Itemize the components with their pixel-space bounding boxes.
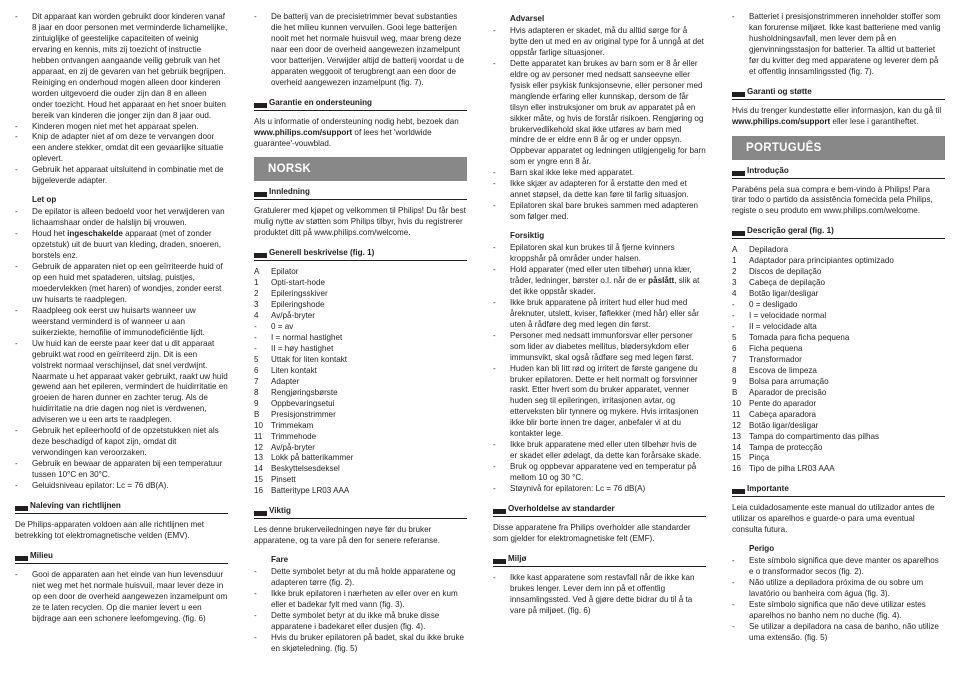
part-key: 10 — [732, 398, 742, 408]
part-key: 1 — [732, 256, 737, 266]
part-item — [732, 333, 945, 344]
part-key: 8 — [254, 387, 259, 397]
part-key: B — [254, 409, 260, 419]
column-3 — [493, 12, 706, 617]
part-key: 16 — [254, 486, 264, 496]
list-item: - Gebruik het epileerhoofd of de opzetstukken niet als deze beschadigd of kapot zijn, omdat dit verwondingen kan veroorzaken. — [15, 426, 228, 459]
list-item: - Epilatoren skal kun brukes til å fjerne kvinners kroppshår på områder under halsen. — [493, 243, 706, 265]
list-item: - Huden kan bli litt rød og irritert de første gangene du bruker epilatoren. Dette er helt normalt og forsvinner raskt. Etter hvert som du bruker apparatet, venner huden seg til epileringen, irritasjonen avtar, og etterveksten blir tynnere og mykere. Hvis irritasjonen ikke blir borte innen tre dager, anbefaler vi at du kontakter lege. — [493, 364, 706, 441]
parts-list — [254, 267, 467, 497]
part-label: Depiladora — [749, 245, 789, 255]
perigo-heading: Perigo — [749, 544, 775, 554]
part-label: Botão ligar/desligar — [749, 289, 819, 299]
part-label: Tomada para ficha pequena — [749, 332, 850, 342]
list-item: - Personer med nedsatt immunforsvar eller personer som lider av diabetes mellitus, blødersykdom eller immunsvikt, skal også rådføre seg med legen først. — [493, 331, 706, 364]
naleving-text: De Philips-apparaten voldoen aan alle richtlijnen met betrekking tot elektromagnetische velden (EMV). — [15, 519, 204, 540]
part-label: Rengjøringsbørste — [271, 387, 338, 397]
beskrivelse-heading: Generell beskrivelse (fig. 1) — [254, 248, 467, 259]
part-item — [254, 464, 467, 475]
part-label: Opti-start-hode — [271, 278, 325, 288]
part-item — [254, 300, 467, 311]
column-2 — [254, 12, 467, 655]
part-item — [254, 289, 467, 300]
garanti-text: Hvis du trenger kundestøtte eller informasjon, kan du gå til www.philips.com/support eller lese i garantiheftet. — [732, 105, 942, 126]
part-item — [732, 289, 945, 300]
part-key: 11 — [732, 409, 741, 419]
part-item — [732, 322, 945, 333]
part-label: Liten kontakt — [271, 365, 317, 375]
part-label: Aparador de precisão — [749, 387, 827, 397]
list-item: - Dit apparaat kan worden gebruikt door kinderen vanaf 8 jaar en door personen met verminderde lichamelijke, zintuiglijke of geestelijke capaciteiten of weinig ervaring en kennis, mits zij toezicht of instructie hebben ontvangen aangaande veilig gebruik van het apparaat, en zij de gevaren van het gebruik begrijpen. Reiniging en onderhoud mogen alleen door kinderen worden uitgevoerd die ouder zijn dan 8 en alleen onder toezicht. Houd het apparaat en het snoer buiten bereik van kinderen die jonger zijn dan 8 jaar oud. — [15, 12, 228, 122]
part-item — [254, 486, 467, 497]
part-key: 12 — [254, 442, 264, 452]
overhold-heading: Overholdelse av standarder — [493, 504, 706, 515]
list-item: - Raadpleeg ook eerst uw huisarts wanneer uw weerstand verminderd is of wanneer u aan suikerziekte, hemofilie of immunodeficiëntie lijdt. — [15, 306, 228, 339]
parts-list — [732, 245, 945, 475]
part-label: Pinça — [749, 453, 770, 463]
part-item — [732, 377, 945, 388]
part-item — [254, 453, 467, 464]
list-item: - Batteriet i presisjonstrimmeren inneholder stoffer som kan forurense miljøet. Ikke kast batteriene med vanlig husholdningsavfall, men lever dem på en gjenvinningsstasjon for batterier. Ta alltid ut batteriet før du kvitter deg med apparatene og leverer dem på et offentlig innsamlingssted (fig. 7). — [732, 12, 945, 78]
part-item — [254, 278, 467, 289]
part-item — [732, 432, 945, 443]
part-key: 3 — [254, 300, 259, 310]
part-item — [732, 464, 945, 475]
garanti-heading: Garanti og støtte — [732, 87, 945, 98]
part-key: 2 — [732, 267, 737, 277]
list-item: - Gooi de apparaten aan het einde van hun levensduur niet weg met het normale huisvuil, maar lever deze in op een door de overheid aangewezen inzamelpunt om ze te laten recyclen. Op die manier levert u een bijdrage aan een schonere leefomgeving. (fig. 6) — [15, 570, 228, 625]
part-key: A — [254, 267, 260, 277]
part-item — [732, 453, 945, 464]
support-link[interactable]: www.philips.com/support — [254, 127, 353, 137]
intro-text: Parabéns pela sua compra e bem-vindo à Philips! Para tirar todo o partido da assistência fornecida pela Philips, registe o seu produto em www.philips.com/welcome. — [732, 184, 933, 216]
list-item: - Gebruik de apparaten niet op een geïrriteerde huid of op een huid met spataderen, uitslag, puistjes, moedervlekken (met haren) of wondjes, zonder eerst uw huisarts te raadplegen. — [15, 262, 228, 306]
list-item: - Ikke bruk apparatene med eller uten tilbehør hvis de er skadet eller ødelagt, da dette kan forårsake skade. — [493, 440, 706, 462]
part-label: Escova de limpeza — [749, 365, 817, 375]
part-item — [254, 421, 467, 432]
part-key: 9 — [254, 398, 259, 408]
part-key: - — [254, 332, 257, 342]
list-item: - Ikke skjær av adapteren for å erstatte den med et annet støpsel, da dette kan føre til farlig situasjon. — [493, 179, 706, 201]
part-key: B — [732, 387, 738, 397]
part-label: Adapter — [271, 376, 300, 386]
part-key: 13 — [732, 431, 742, 441]
part-key: 12 — [732, 420, 742, 430]
list-item: - Dette symbolet betyr at du ikke må bruke disse apparatene i badekaret eller dusjen (fig. 4). — [254, 611, 467, 633]
list-item: - Dette symbolet betyr at du må holde apparatene og adapteren tørre (fig. 2). — [254, 567, 467, 589]
part-item — [254, 388, 467, 399]
let-op-heading: Let op — [32, 195, 57, 205]
part-label: Botão ligar/desligar — [749, 420, 819, 430]
part-label: Tipo de pilha LR03 AAA — [749, 464, 835, 474]
part-item — [732, 311, 945, 322]
list-item: - Knip de adapter niet af om deze te vervangen door een andere stekker, omdat dit een gevaarlijke situatie oplevert. — [15, 132, 228, 165]
part-key: 13 — [254, 453, 264, 463]
part-label: Batteritype LR03 AAA — [271, 486, 350, 496]
part-item — [254, 355, 467, 366]
part-label: 0 = av — [271, 322, 294, 332]
part-key: 11 — [254, 431, 263, 441]
importante-text: Leia cuidadosamente este manual do utilizador antes de utilizar os aparelhos e guarde-o para uma eventual consulta futura. — [732, 503, 935, 535]
part-label: 0 = desligado — [749, 300, 798, 310]
list-item: - Hvis du bruker epilatoren på badet, skal du ikke bruke en skjøteledning. (fig. 5) — [254, 633, 467, 655]
innledning-text: Gratulerer med kjøpet og velkommen til Philips! Du får best mulig nytte av støtten som Philips tilbyr, hvis du registrerer produktet ditt på www.philips.com/welcome. — [254, 206, 466, 238]
part-key: 14 — [254, 464, 264, 474]
forsiktig-heading: Forsiktig — [510, 231, 545, 241]
part-key: 8 — [732, 365, 737, 375]
viktig-text: Les denne brukerveiledningen nøye før du bruker apparatene, og ta vare på den for senere referanse. — [254, 525, 440, 546]
column-1 — [15, 12, 228, 625]
part-key: 1 — [254, 278, 259, 288]
part-item — [732, 388, 945, 399]
fare-heading: Fare — [271, 555, 289, 565]
list-item: - Bruk og oppbevar apparatene ved en temperatur på mellom 10 og 30 °C. — [493, 462, 706, 484]
part-label: Epileringshode — [271, 300, 325, 310]
list-item: - Gebruik en bewaar de apparaten bij een temperatuur tussen 10°C en 30°C. — [15, 459, 228, 481]
part-label: Ficha pequena — [749, 343, 803, 353]
part-item — [732, 366, 945, 377]
part-key: 15 — [732, 453, 742, 463]
part-label: I = velocidade normal — [749, 311, 827, 321]
part-item — [254, 333, 467, 344]
bullets-a — [15, 12, 228, 187]
part-item — [254, 267, 467, 278]
part-key: - — [254, 322, 257, 332]
part-label: Epilator — [271, 267, 299, 277]
part-key: - — [732, 322, 735, 332]
list-item: - Hold apparater (med eller uten tilbehør) unna klær, tråder, ledninger, børster o.l. når de er påslått, slik at det ikke oppstår skader. — [493, 265, 706, 298]
part-label: Cabeça aparadora — [749, 409, 817, 419]
part-key: 16 — [732, 464, 742, 474]
part-key: 5 — [732, 332, 737, 342]
innledning-heading: Innledning — [254, 187, 467, 198]
part-key: - — [732, 300, 735, 310]
list-item: - Geluidsniveau epilator: Lc = 76 dB(A). — [15, 481, 228, 492]
part-label: Av/på-bryter — [271, 442, 315, 452]
part-label: Transformador — [749, 354, 802, 364]
part-item — [732, 256, 945, 267]
overhold-text: Disse apparatene fra Philips overholder alle standarder som gjelder for elektromagnetiske felt (EMF). — [493, 522, 691, 543]
part-item — [254, 322, 467, 333]
list-item: - Ikke bruk apparatene på irritert hud eller hud med åreknuter, utslett, kviser, føflekker (med hår) eller sår uten å rådføre deg med legen din først. — [493, 298, 706, 331]
part-key: 15 — [254, 475, 264, 485]
part-key: 5 — [254, 354, 259, 364]
garantie-text: Als u informatie of ondersteuning nodig hebt, bezoek dan www.philips.com/support of lees het 'worldwide guarantee'-vouwblad. — [254, 116, 459, 148]
part-item — [254, 410, 467, 421]
part-key: 14 — [732, 442, 742, 452]
list-item: - Hvis adapteren er skadet, må du alltid sørge for å bytte den ut med en av original type for å unngå at det oppstår farlige situasjoner. — [493, 26, 706, 59]
list-item: - De batterij van de precisietrimmer bevat substanties die het milieu kunnen vervuilen. Gooi lege batterijen nooit met het normale huisvuil weg, maar breng deze naar een door de overheid aangewezen inzamelpunt voor batterijen. Verwijder altijd de batterij voordat u de apparaten weggooit of terugbrengt aan een door de overheid aangewezen inzamelpunt (fig. 7). — [254, 12, 467, 89]
part-item — [254, 344, 467, 355]
list-item: - Dette apparatet kan brukes av barn som er 8 år eller eldre og av personer med nedsatt sanseevne eller fysisk eller psykisk funksjonsevne, eller personer med manglende erfaring eller kunnskap, dersom de får tilsyn eller instruksjoner om bruk av apparatet på en sikker måte, og hvis de forstår risikoen. Rengjøring og brukervedlikehold skal ikke utføres av barn med mindre de er eldre enn 8 år og er under oppsyn. Oppbevar apparatet og ledningen utilgjengelig for barn som er yngre enn 8 år. — [493, 59, 706, 169]
part-item — [254, 366, 467, 377]
part-label: I = normal hastighet — [271, 332, 343, 342]
part-label: Epileringsskiver — [271, 289, 328, 299]
part-item — [254, 311, 467, 322]
naleving-heading: Naleving van richtlijnen — [15, 501, 228, 512]
list-item: - Ikke kast apparatene som restavfall når de ikke kan brukes lenger. Lever dem inn på et offentlig innsamlingssted. Ved å gjøre dette bidrar du til å ta vare på miljøet. (fig. 6) — [493, 573, 706, 617]
part-label: II = høy hastighet — [271, 343, 334, 353]
miljo-heading: Miljø — [493, 554, 706, 565]
part-label: Oppbevaringsetui — [271, 398, 335, 408]
advarsel-heading: Advarsel — [510, 14, 545, 23]
part-key: 7 — [732, 354, 737, 364]
part-label: Cabeça de depilação — [749, 278, 826, 288]
part-item — [732, 278, 945, 289]
part-label: Trimmehode — [271, 431, 317, 441]
part-label: Pente do aparador — [749, 398, 817, 408]
list-item: - Este símbolo significa que não deve utilizar estes aparelhos no banho nem no duche (fig. 4). — [732, 600, 945, 622]
importante-heading: Importante — [732, 484, 945, 495]
viktig-heading: Viktig — [254, 506, 467, 517]
part-label: Tampa do compartimento das pilhas — [749, 431, 880, 441]
part-item — [732, 399, 945, 410]
part-item — [732, 300, 945, 311]
list-item: - Epilatoren skal bare brukes sammen med adapteren som følger med. — [493, 201, 706, 223]
part-key: 3 — [732, 278, 737, 288]
part-item — [732, 344, 945, 355]
descricao-heading: Descrição geral (fig. 1) — [732, 226, 945, 237]
part-item — [254, 432, 467, 443]
part-item — [254, 377, 467, 388]
part-label: Beskyttelsesdeksel — [271, 464, 340, 474]
list-item: - Uw huid kan de eerste paar keer dat u dit apparaat gebruikt wat rood en geïrriteerd zijn. Dit is een volstrekt normaal verschijnsel, dat snel verdwijnt. Naarmate u het apparaat vaker gebruikt, raakt uw huid gewend aan het epileren, vermindert de huidirritatie en groeien de haren dunner en zachter terug. Als de huidirritatie na drie dagen nog niet is verdwenen, adviseren we u een arts te raadplegen. — [15, 339, 228, 427]
language-banner-portugues: PORTUGUÊS — [732, 136, 945, 160]
part-item — [732, 443, 945, 454]
language-banner-norsk: NORSK — [254, 157, 467, 181]
part-key: 6 — [732, 343, 737, 353]
intro-heading: Introdução — [732, 166, 945, 177]
list-item: - Este símbolo significa que deve manter os aparelhos e o transformador secos (fig. 2). — [732, 556, 945, 578]
part-label: Presisjonstrimmer — [271, 409, 336, 419]
list-item: - Kinderen mogen niet met het apparaat spelen. — [15, 122, 228, 133]
list-item: - Houd het ingeschakelde apparaat (met of zonder opzetstuk) uit de buurt van kleding, draden, snoeren, borstels enz. — [15, 229, 228, 262]
part-key: - — [732, 311, 735, 321]
part-label: Lokk på batterikammer — [271, 453, 354, 463]
list-item: - Se utilizar a depiladora na casa de banho, não utilize uma extensão. (fig. 5) — [732, 622, 945, 644]
column-4 — [732, 12, 945, 644]
milieu-heading: Milieu — [15, 551, 228, 562]
part-label: Bolsa para arrumação — [749, 376, 829, 386]
part-key: 6 — [254, 365, 259, 375]
list-item: - Støynivå for epilatoren: Lc = 76 dB(A) — [493, 484, 706, 495]
part-key: 9 — [732, 376, 737, 386]
part-label: Adaptador para principiantes optimizado — [749, 256, 894, 266]
part-key: 10 — [254, 420, 264, 430]
list-item: - Ikke bruk epilatoren i nærheten av eller over en kum eller et badekar fylt med vann (fig. 3). — [254, 589, 467, 611]
list-item: - Gebruik het apparaat uitsluitend in combinatie met de bijgeleverde adapter. — [15, 165, 228, 187]
part-key: 4 — [254, 311, 259, 321]
support-link[interactable]: www.philips.com/support — [732, 116, 831, 126]
part-key: 4 — [732, 289, 737, 299]
part-label: Av/på-bryter — [271, 311, 315, 321]
part-item — [254, 475, 467, 486]
part-key: 2 — [254, 289, 259, 299]
part-key: 7 — [254, 376, 259, 386]
part-label: Discos de depilação — [749, 267, 822, 277]
part-item — [732, 421, 945, 432]
part-label: Pinsett — [271, 475, 296, 485]
list-item: - Não utilize a depiladora próxima de ou sobre um lavatório ou banheira com água (fig. 3). — [732, 578, 945, 600]
part-key: A — [732, 245, 738, 255]
part-item — [732, 245, 945, 256]
part-label: Tampa de protecção — [749, 442, 823, 452]
part-item — [254, 399, 467, 410]
part-key: - — [254, 343, 257, 353]
part-item — [732, 267, 945, 278]
part-label: II = velocidade alta — [749, 322, 817, 332]
part-item — [732, 410, 945, 421]
list-item: - Barn skal ikke leke med apparatet. — [493, 168, 706, 179]
part-item — [732, 355, 945, 366]
list-item: - De epilator is alleen bedoeld voor het verwijderen van lichaamshaar onder de halslijn bij vrouwen. — [15, 207, 228, 229]
part-label: Trimmekam — [271, 420, 314, 430]
part-item — [254, 443, 467, 454]
part-label: Uttak for liten kontakt — [271, 354, 348, 364]
garantie-heading: Garantie en ondersteuning — [254, 98, 467, 109]
